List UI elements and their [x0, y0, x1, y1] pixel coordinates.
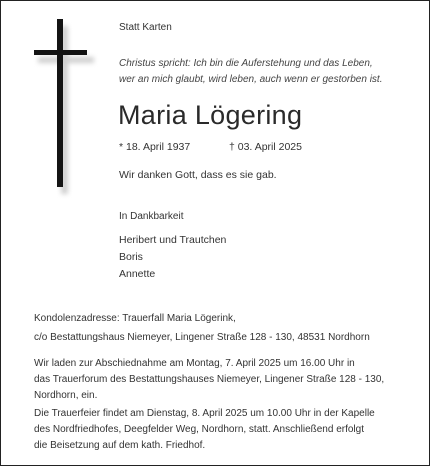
service-line-2: des Nordfriedhofes, Deegfelder Weg, Nordhorn, statt. Anschließend erfolgt: [34, 424, 364, 435]
mourner-name: Annette: [119, 268, 156, 280]
farewell-line-2: das Trauerforum des Bestattungshauses Niemeyer, Lingener Straße 128 - 130,: [34, 374, 385, 385]
condolence-line-1: Kondolenzadresse: Trauerfall Maria Lögerink,: [34, 313, 236, 324]
farewell-line-3: Nordhorn, ein.: [34, 390, 98, 401]
statt-karten-label: Statt Karten: [119, 22, 172, 33]
mourner-name: Heribert und Trautchen: [119, 234, 227, 246]
deceased-name: Maria Lögering: [118, 100, 303, 130]
birth-date: * 18. April 1937: [119, 141, 191, 153]
quote-line-1: Christus spricht: Ich bin die Auferstehung und das Leben,: [119, 58, 373, 69]
farewell-line-1: Wir laden zur Abschiednahme am Montag, 7. April 2025 um 16.00 Uhr in: [34, 358, 355, 369]
death-date: † 03. April 2025: [229, 141, 302, 153]
service-line-3: die Beisetzung auf dem kath. Friedhof.: [34, 440, 206, 451]
service-line-1: Die Trauerfeier findet am Dienstag, 8. April 2025 um 10.00 Uhr in der Kapelle: [34, 408, 375, 419]
mourners-intro: In Dankbarkeit: [119, 211, 184, 222]
mourner-name: Boris: [119, 251, 143, 263]
cross-icon: [31, 19, 95, 197]
condolence-line-2: c/o Bestattungshaus Niemeyer, Lingener Straße 128 - 130, 48531 Nordhorn: [34, 332, 370, 343]
gratitude-text: Wir danken Gott, dass es sie gab.: [119, 169, 277, 181]
quote-line-2: wer an mich glaubt, wird leben, auch wenn er gestorben ist.: [119, 74, 383, 85]
